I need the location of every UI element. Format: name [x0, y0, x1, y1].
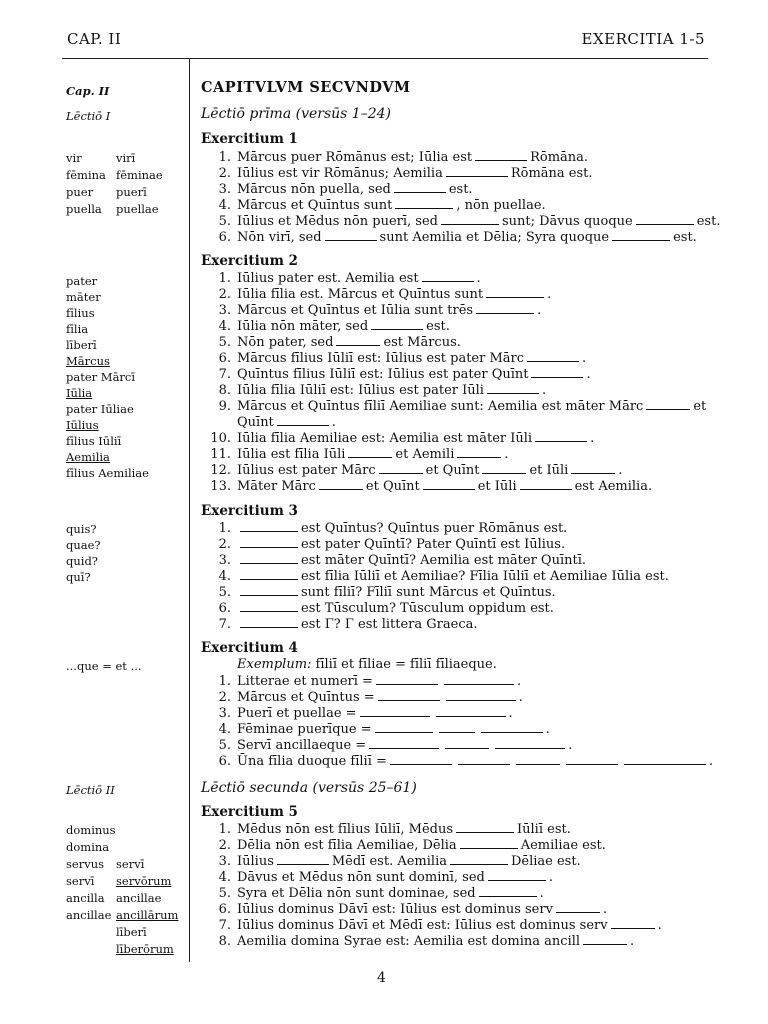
answer-blank[interactable]	[487, 382, 539, 394]
answer-blank[interactable]	[612, 229, 670, 241]
exercise-line: 4. Fēminae puerīque = .	[218, 722, 550, 737]
sidebar-question-word: quī?	[66, 570, 91, 584]
answer-blank[interactable]	[240, 600, 298, 612]
answer-blank[interactable]	[566, 753, 618, 765]
exercise-line: 4. Iūlia nōn māter, sed est.	[218, 319, 450, 334]
sidebar-vocab: Aemilia	[66, 450, 110, 464]
answer-blank[interactable]	[441, 213, 499, 225]
answer-blank[interactable]	[486, 286, 544, 298]
exercise-line: 6. Ūna fīlia duoque fīliī = .	[218, 754, 714, 769]
exercise-line: 5. Servī ancillaeque = .	[218, 738, 573, 753]
answer-blank[interactable]	[395, 197, 453, 209]
exercise-line: 4. est fīlia Iūliī et Aemiliae? Fīlia Iūliī et Aemiliae Iūlia est.	[218, 569, 669, 584]
answer-blank[interactable]	[436, 705, 506, 717]
lesson-1-title: Lēctiō prīma (versūs 1–24)	[201, 106, 391, 122]
answer-blank[interactable]	[423, 478, 475, 490]
exercise-line: 2. Iūlia fīlia est. Mārcus et Quīntus sunt .	[218, 287, 552, 302]
sidebar-question-word: quid?	[66, 554, 98, 568]
exercise-3-title: Exercitium 3	[201, 503, 298, 519]
exercise-line: 7. Iūlius dominus Dāvī et Mēdī est: Iūlius est dominus serv .	[218, 918, 662, 933]
column-divider	[189, 58, 190, 962]
answer-blank[interactable]	[240, 568, 298, 580]
sidebar-vocab-puella: puella puellae	[66, 202, 159, 216]
sidebar-vocab: fīlius Aemiliae	[66, 466, 149, 480]
exercise-line: 13. Māter Mārc et Quīnt et Iūli est Aemilia.	[210, 479, 653, 494]
answer-blank[interactable]	[516, 753, 560, 765]
exercise-line: 6. Nōn virī, sed sunt Aemilia et Dēlia; Syra quoque est.	[218, 230, 697, 245]
sidebar-vocab-ancilla: ancilla ancillae	[66, 891, 162, 905]
sidebar-vocab: Iūlia	[66, 386, 93, 400]
answer-blank[interactable]	[583, 933, 627, 945]
sidebar-vocab-domina: domina	[66, 840, 110, 854]
exercise-line: 3. est māter Quīntī? Aemilia est māter Quīntī.	[218, 553, 587, 568]
answer-blank[interactable]	[531, 366, 583, 378]
answer-blank[interactable]	[240, 616, 298, 628]
exercise-line: 3. Iūlius Mēdī est. Aemilia Dēliae est.	[218, 854, 581, 869]
sidebar-vocab: māter	[66, 290, 101, 304]
answer-blank[interactable]	[277, 853, 329, 865]
exercise-line: 7. Quīntus fīlius Iūliī est: Iūlius est pater Quīnt .	[218, 367, 591, 382]
exercise-4-title: Exercitium 4	[201, 640, 298, 656]
exercise-line: 2. Mārcus et Quīntus = .	[218, 690, 523, 705]
answer-blank[interactable]	[439, 721, 475, 733]
exercise-example: Exemplum: fīliī et fīliae = fīliī fīliaeque.	[237, 657, 497, 672]
answer-blank[interactable]	[240, 520, 298, 532]
answer-blank[interactable]	[422, 270, 474, 282]
exercise-line: 5. Syra et Dēlia nōn sunt dominae, sed .	[218, 886, 544, 901]
answer-blank[interactable]	[379, 462, 423, 474]
sidebar-question-word: quae?	[66, 538, 101, 552]
answer-blank[interactable]	[390, 753, 452, 765]
chapter-title: CAPITVLVM SECVNDVM	[201, 79, 411, 96]
header-rule	[62, 58, 708, 59]
answer-blank[interactable]	[457, 446, 501, 458]
exercise-line: 9. Mārcus et Quīntus fīliī Aemiliae sunt: Aemilia est māter Mārc et	[218, 399, 707, 414]
exercise-5-title: Exercitium 5	[201, 804, 298, 820]
answer-blank[interactable]	[488, 869, 546, 881]
answer-blank[interactable]	[445, 737, 489, 749]
answer-blank[interactable]	[394, 181, 446, 193]
sidebar-vocab: līberī	[66, 338, 97, 352]
answer-blank[interactable]	[556, 901, 600, 913]
sidebar-vocab-puer: puer puerī	[66, 185, 147, 199]
answer-blank[interactable]	[481, 721, 543, 733]
answer-blank[interactable]	[277, 414, 329, 426]
answer-blank[interactable]	[371, 318, 423, 330]
exercise-line: 1. est Quīntus? Quīntus puer Rōmānus est.	[218, 521, 568, 536]
answer-blank[interactable]	[240, 552, 298, 564]
sidebar-vocab-servus: servus servī	[66, 857, 145, 871]
answer-blank[interactable]	[624, 753, 706, 765]
lesson-2-title: Lēctiō secunda (versūs 25–61)	[201, 780, 417, 796]
sidebar-vocab: Iūlius	[66, 418, 99, 432]
answer-blank[interactable]	[476, 302, 534, 314]
answer-blank[interactable]	[611, 917, 655, 929]
answer-blank[interactable]	[527, 350, 579, 362]
answer-blank[interactable]	[240, 584, 298, 596]
sidebar-vocab: pater Mārcī	[66, 370, 136, 384]
answer-blank[interactable]	[446, 165, 508, 177]
exercise-line: 3. Mārcus et Quīntus et Iūlia sunt trēs .	[218, 303, 542, 318]
answer-blank[interactable]	[520, 478, 572, 490]
sidebar-vocab: fīlius Iūliī	[66, 434, 122, 448]
answer-blank[interactable]	[479, 885, 537, 897]
sidebar-vocab: pater Iūliae	[66, 402, 134, 416]
answer-blank[interactable]	[450, 853, 508, 865]
exercise-line: 10. Iūlia fīlia Aemiliae est: Aemilia est māter Iūli .	[210, 431, 595, 446]
exercise-2-title: Exercitium 2	[201, 253, 298, 269]
exercise-line: 3. Puerī et puellae = .	[218, 706, 513, 721]
exercise-line: 8. Aemilia domina Syrae est: Aemilia est domina ancill .	[218, 934, 635, 949]
exercise-line: 6. Iūlius dominus Dāvī est: Iūlius est dominus serv .	[218, 902, 608, 917]
exercise-line: 1. Litterae et numerī = .	[218, 674, 522, 689]
exercise-line: 4. Mārcus et Quīntus sunt , nōn puellae.	[218, 198, 546, 213]
sidebar-vocab-femina: fēmina fēminae	[66, 168, 163, 182]
sidebar-cap: Cap. II	[66, 84, 110, 98]
answer-blank[interactable]	[646, 398, 690, 410]
header-exercises: EXERCITIA 1-5	[581, 30, 705, 48]
sidebar-vocab-dominus: dominus	[66, 823, 116, 837]
sidebar-vocab: fīlia	[66, 322, 89, 336]
exercise-line: 5. Iūlius et Mēdus nōn puerī, sed sunt; Dāvus quoque est.	[218, 214, 721, 229]
page-number: 4	[377, 970, 386, 986]
answer-blank[interactable]	[360, 705, 430, 717]
exercise-line: Quīnt .	[237, 415, 336, 430]
answer-blank[interactable]	[475, 149, 527, 161]
exercise-line: 7. est Γ? Γ est littera Graeca.	[218, 617, 478, 632]
sidebar-lectio-1: Lēctiō I	[66, 109, 111, 123]
answer-blank[interactable]	[460, 837, 518, 849]
answer-blank[interactable]	[325, 229, 377, 241]
answer-blank[interactable]	[458, 753, 510, 765]
sidebar-question-word: quis?	[66, 522, 97, 536]
answer-blank[interactable]	[240, 536, 298, 548]
answer-blank[interactable]	[376, 673, 438, 685]
answer-blank[interactable]	[636, 213, 694, 225]
answer-blank[interactable]	[571, 462, 615, 474]
exercise-line: 5. Nōn pater, sed est Mārcus.	[218, 335, 461, 350]
answer-blank[interactable]	[535, 430, 587, 442]
exercise-line: 6. Mārcus fīlius Iūliī est: Iūlius est pater Mārc .	[218, 351, 587, 366]
exercise-line: 1. Mēdus nōn est fīlius Iūliī, Mēdus Iūliī est.	[218, 822, 571, 837]
sidebar-vocab-servi: servī servōrum	[66, 874, 172, 888]
exercise-line: 4. Dāvus et Mēdus nōn sunt dominī, sed .	[218, 870, 553, 885]
workbook-page: CAP. II EXERCITIA 1-5 Cap. II Lēctiō I vir virī fēmina fēminae puer puerī puella puellae pater māter fīlius fīlia līberī Mārcus pater Mārcī Iūlia pater Iūliae Iūlius fīlius Iūliī Aemilia fīlius Aemiliae quis? quae? quid? quī? ...que = et ... Lēctiō II dominus domina servus servī servī servōrum ancilla ancillae ancillae ancillārum līberī līberōrum CAPITVLVM SECVNDVM Lēctiō prīma (versūs 1–24) Exercitium 1 1. Mārcus puer Rōmānus est; Iūlia est Rōmāna. 2. Iūlius est vir Rōmānus; Aemilia Rōmāna est. 3. Mārcus nōn puella, sed est. 4. Mārcus et Quīntus sunt , nōn puellae. 5. Iūlius et Mēdus nōn puerī, sed sunt; Dāvus quoque est. 6. Nōn virī, sed sunt Aemilia et Dēlia; Syra quoque est. Exercitium 2 1. Iūlius pater est. Aemilia est . 2. Iūlia fīlia est. Mārcus et Quīntus sunt . 3. Mārcus et Quīntus et Iūlia sunt trēs . 4. Iūlia nōn māter, sed est. 5. Nōn pater, sed est Mārcus. 6. Mārcus fīlius Iūliī est: Iūlius est pater Mārc . 7. Quīntus fīlius Iūliī est: Iūlius est pater Quīnt . 8. Iūlia fīlia Iūliī est: Iūlius est pater Iūli . 9. Mārcus et Quīntus fīliī Aemiliae sunt: Aemilia est māter Mārc et Quīnt . 10. Iūlia fīlia Aemiliae est: Aemilia est māter Iūli . 11. Iūlia est fīlia Iūli et Aemili . 12. Iūlius est pater Mārc et Quīnt et Iūli . 13. Māter Mārc et Quīnt et Iūli est Aemilia. Exercitium 3 1. est Quīntus? Quīntus puer Rōmānus est. 2. est pater Quīntī? Pater Quīntī est Iūlius. 3. est māter Quīntī? Aemilia est māter Quīntī. 4. est fīlia Iūliī et Aemiliae? Fīlia Iūliī et Aemiliae Iūlia est. 5. sunt fīliī? Fīliī sunt Mārcus et Quīntus. 6. est Tūsculum? Tūsculum oppidum est. 7. est Γ? Γ est littera Graeca. Exercitium 4 Exemplum: fīliī et fīliae = fīliī fīliaeque. 1. Litterae et numerī = . 2. Mārcus et Quīntus = . 3. Puerī et puellae = . 4. Fēminae puerīque = . 5. Servī ancillaeque = . 6. Ūna fīlia duoque fīliī = . Lēctiō secunda (versūs 25–61) Exercitium 5 1. Mēdus nōn est fīlius Iūliī, Mēdus Iūliī est. 2. Dēlia nōn est fīlia Aemiliae, Dēlia Aemiliae est. 3. Iūlius Mēdī est. Aemilia Dēliae est. 4. Dāvus et Mēdus nōn sunt dominī, sed . 5. Syra et Dēlia nōn sunt dominae, sed . 6. Iūlius dominus Dāvī est: Iūlius est dominus serv . 7. Iūlius dominus Dāvī et Mēdī est: Iūlius est dominus serv . 8. Aemilia domina Syrae est: Aemilia est domina ancill . 4	[0, 0, 768, 1024]
sidebar-lectio-2: Lēctiō II	[66, 783, 115, 797]
sidebar-vocab-ancillae: ancillae ancillārum	[66, 908, 179, 922]
sidebar-vocab-vir: vir virī	[66, 151, 136, 165]
answer-blank[interactable]	[336, 334, 380, 346]
answer-blank[interactable]	[348, 446, 392, 458]
exercise-line: 2. Dēlia nōn est fīlia Aemiliae, Dēlia Aemiliae est.	[218, 838, 606, 853]
exercise-line: 2. est pater Quīntī? Pater Quīntī est Iūlius.	[218, 537, 566, 552]
answer-blank[interactable]	[378, 689, 440, 701]
sidebar-vocab: fīlius	[66, 306, 95, 320]
answer-blank[interactable]	[375, 721, 433, 733]
header-chapter: CAP. II	[67, 30, 122, 48]
exercise-line: 1. Iūlius pater est. Aemilia est .	[218, 271, 481, 286]
answer-blank[interactable]	[482, 462, 526, 474]
sidebar-vocab: pater	[66, 274, 98, 288]
answer-blank[interactable]	[495, 737, 565, 749]
answer-blank[interactable]	[456, 821, 514, 833]
exercise-line: 8. Iūlia fīlia Iūliī est: Iūlius est pater Iūli .	[218, 383, 547, 398]
sidebar-que-note: ...que = et ...	[66, 659, 142, 673]
answer-blank[interactable]	[446, 689, 516, 701]
exercise-line: 6. est Tūsculum? Tūsculum oppidum est.	[218, 601, 554, 616]
exercise-line: 2. Iūlius est vir Rōmānus; Aemilia Rōmāna est.	[218, 166, 593, 181]
exercise-line: 12. Iūlius est pater Mārc et Quīnt et Iūli .	[210, 463, 623, 478]
exercise-1-title: Exercitium 1	[201, 131, 298, 147]
answer-blank[interactable]	[369, 737, 439, 749]
exercise-line: 5. sunt fīliī? Fīliī sunt Mārcus et Quīntus.	[218, 585, 556, 600]
answer-blank[interactable]	[319, 478, 363, 490]
exercise-line: 11. Iūlia est fīlia Iūli et Aemili .	[210, 447, 509, 462]
exercise-line: 3. Mārcus nōn puella, sed est.	[218, 182, 473, 197]
exercise-line: 1. Mārcus puer Rōmānus est; Iūlia est Rōmāna.	[218, 150, 589, 165]
answer-blank[interactable]	[444, 673, 514, 685]
sidebar-vocab: Mārcus	[66, 354, 110, 368]
